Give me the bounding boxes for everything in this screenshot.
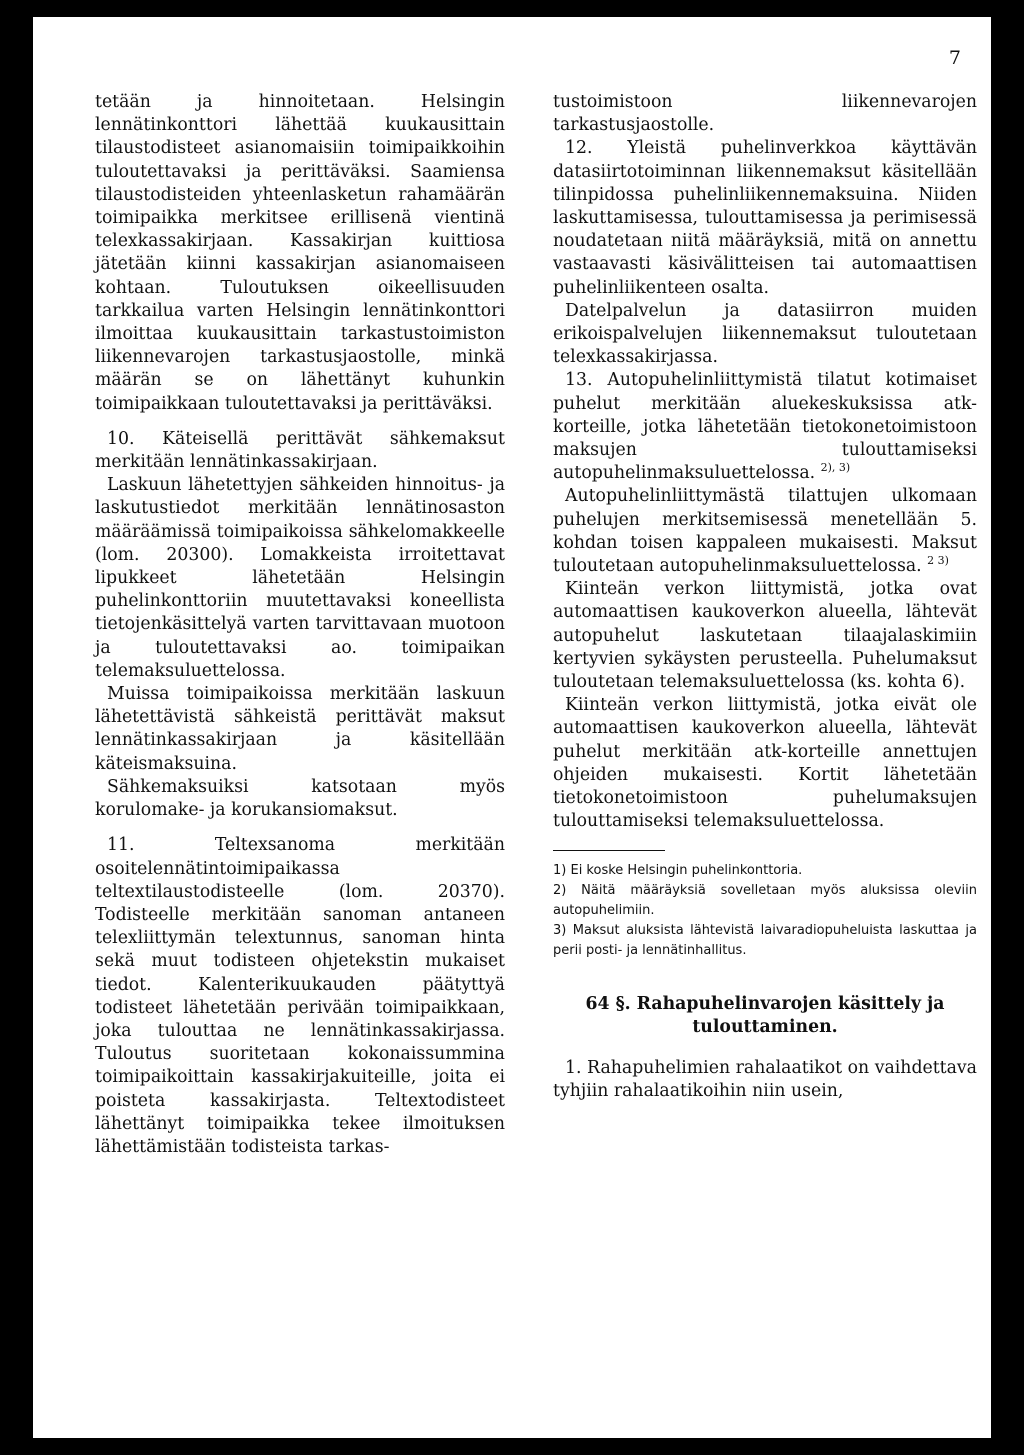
paragraph: 1. Rahapuhelimien rahalaatikot on vaihdettava tyhjiin rahalaatikoihin niin usein,	[553, 1057, 977, 1101]
page-number: 7	[948, 47, 961, 69]
footnote: 3) Maksut aluksista lähtevistä laivaradiopuheluista laskuttaa ja perii posti- ja lennätinhallitus.	[553, 922, 977, 958]
paragraph	[553, 485, 977, 578]
footnote: 1) Ei koske Helsingin puhelinkonttoria.	[553, 862, 803, 878]
paragraph: tetään ja hinnoitetaan. Helsingin lennätinkonttori lähettää kuukausittain tilaustodisteet asianomaisiin toimipaikkoihin tuloutettavaksi ja perittäväksi. Saamiensa tilaustodisteiden yhteenlasketun rahamäärän toimipaikka merkitsee erillisenä vientinä telexkassakirjaan. Kassakirjan kuittiosa jätetään kiinni kassakirjan asianomaiseen kohtaan. Tuloutuksen oikeellisuuden tarkkailua varten Helsingin lennätinkonttori ilmoittaa kuukausittain tarkastustoimiston liikennevarojen tarkastusjaostolle, minkä määrän se on lähettänyt kuhunkin toimipaikkaan tuloutettavaksi ja perittäväksi.	[95, 92, 505, 414]
paragraph: Sähkemaksuiksi katsotaan myös korulomake- ja korukansiomaksut.	[95, 776, 505, 821]
paragraph	[553, 369, 977, 485]
footnote: 2) Näitä määräyksiä sovelletaan myös aluksissa oleviin autopuhelimiin.	[553, 882, 977, 918]
paragraph: 12. Yleistä puhelinverkkoa käyttävän datasiirtotoiminnan liikennemaksut käsitellään tilinpidossa puhelinliikennemaksuina. Niiden laskuttamisessa, tulouttamisessa ja perimisessä noudatetaan niitä määräyksiä, mitä on annettu vastaavasti käsivälitteisen tai automaattisen puhelinliikenteen osalta.	[553, 138, 977, 298]
paragraph: Laskuun lähetettyjen sähkeiden hinnoitus- ja laskutustiedot merkitään lennätinosaston määräämissä toimipaikoissa sähkelomakkeelle (lom. 20300). Lomakkeista irroitettavat lipukkeet lähetetään Helsingin puhelinkonttoriin muutettavaksi koneellista tietojenkäsittelyä varten tarvittavaan muotoon ja tuloutettavaksi ao. toimipaikan telemaksuluettelossa.	[95, 475, 505, 681]
right-column	[553, 91, 977, 1103]
footnote-ref: 2), 3)	[820, 461, 851, 475]
section-heading: 64 §. Rahapuhelinvarojen käsittely ja tulouttaminen.	[585, 993, 945, 1037]
paragraph: Muissa toimipaikoissa merkitään laskuun lähetettävistä sähkeistä perittävät maksut lennätinkassakirjaan ja käsitellään käteismaksuina.	[95, 684, 505, 774]
paragraph: tustoimistoon liikennevarojen tarkastusjaostolle.	[553, 92, 977, 136]
paragraph-text: 13. Autopuhelinliittymistä tilatut kotimaiset puhelut merkitään aluekeskuksissa atk-korteille, jotka lähetetään tietokonetoimistoon maksujen tulouttamiseksi autopuhelinmaksuluettelossa.	[553, 370, 977, 484]
paragraph-text: Autopuhelinliittymästä tilattujen ulkomaan puhelujen merkitsemisessä menetellään 5. kohdan toisen kappaleen mukaisesti. Maksut tuloutetaan autopuhelinmaksuluettelossa.	[553, 486, 977, 577]
footnote-ref: 2 3)	[927, 554, 949, 568]
paragraph: Kiinteän verkon liittymistä, jotka eivät ole automaattisen kaukoverkon alueella, lähtevät puhelut merkitään atk-korteille annettujen ohjeiden mukaisesti. Kortit lähetetään tietokonetoimistoon puhelumaksujen tulouttamiseksi telemaksuluettelossa.	[553, 695, 977, 832]
paragraph: 11. Teltexsanoma merkitään osoitelennätintoimipaikassa teltextilaustodisteelle (lom. 20370). Todisteelle merkitään sanoman antaneen telexliittymän telextunnus, sanoman hinta sekä muut todisteen ohjetekstin mukaiset tiedot. Kalenterikuukauden päätyttyä todisteet lähetetään perivään toimipaikkaan, joka tulouttaa ne lennätinkassakirjassa. Tuloutus suoritetaan kokonaissummina toimipaikoittain kassakirjakuiteille, joita ei poisteta kassakirjasta. Teltextodisteet lähettänyt toimipaikka tekee ilmoituksen lähettämistään todisteista tarkas-	[95, 835, 505, 1157]
paragraph: Kiinteän verkon liittymistä, jotka ovat automaattisen kaukoverkon alueella, lähtevät autopuhelut laskutetaan tilaajalaskimiin kertyvien sykäysten perusteella. Puhelumaksut tuloutetaan telemaksuluettelossa (ks. kohta 6).	[553, 579, 977, 693]
footnote-divider	[553, 850, 665, 851]
paragraph: Datelpalvelun ja datasiirron muiden erikoispalvelujen liikennemaksut tuloutetaan telexkassakirjassa.	[553, 300, 977, 368]
paragraph: 10. Käteisellä perittävät sähkemaksut merkitään lennätinkassakirjaan.	[95, 428, 505, 473]
document-page	[33, 17, 991, 1438]
left-column	[95, 91, 505, 1159]
